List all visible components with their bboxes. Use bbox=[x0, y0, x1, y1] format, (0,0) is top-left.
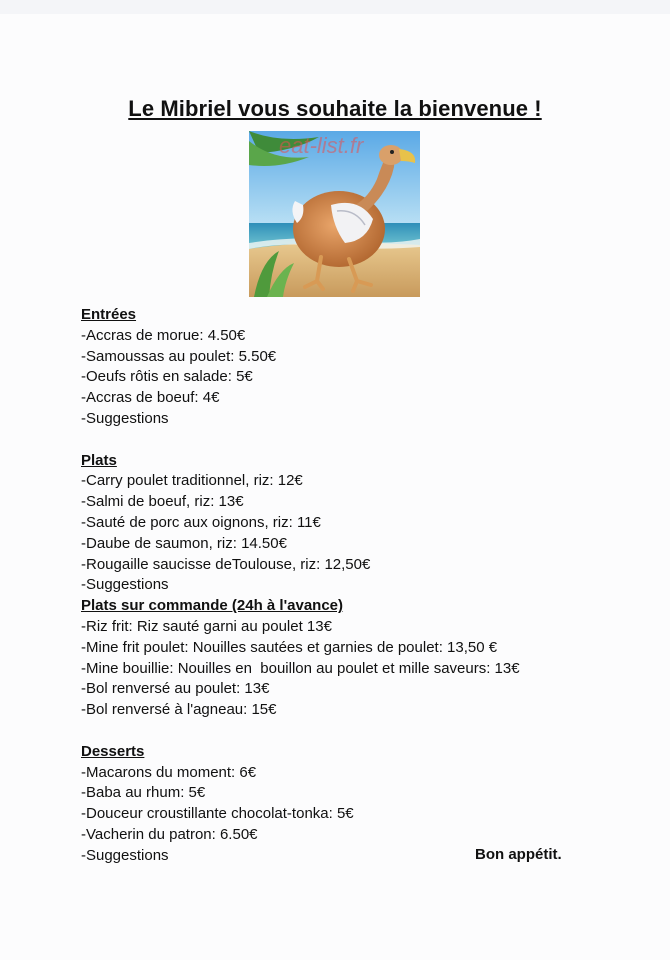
menu-item: -Mine bouillie: Nouilles en bouillon au poulet et mille saveurs: 13€ bbox=[81, 659, 520, 677]
menu-item: -Carry poulet traditionnel, riz: 12€ bbox=[81, 472, 303, 490]
watermark-text: eat-list.fr bbox=[279, 133, 364, 158]
section-spacer bbox=[81, 721, 581, 742]
menu-item: -Bol renversé à l'agneau: 15€ bbox=[81, 701, 277, 719]
section-heading-plats-commande: Plats sur commande (24h à l'avance) bbox=[81, 597, 344, 615]
menu-item: -Macarons du moment: 6€ bbox=[81, 763, 257, 781]
menu-item: -Samoussas au poulet: 5.50€ bbox=[81, 347, 277, 365]
section-spacer bbox=[81, 430, 581, 451]
menu-item: -Suggestions bbox=[81, 576, 169, 594]
menu-item: -Riz frit: Riz sauté garni au poulet 13€ bbox=[81, 617, 332, 635]
closing-text: Bon appétit. bbox=[475, 846, 562, 863]
section-heading-desserts: Desserts bbox=[81, 742, 145, 760]
menu-item: -Baba au rhum: 5€ bbox=[81, 784, 206, 802]
menu-item: -Rougaille saucisse deToulouse, riz: 12,50€ bbox=[81, 555, 371, 573]
menu-list bbox=[81, 305, 581, 867]
menu-item: -Accras de boeuf: 4€ bbox=[81, 389, 220, 407]
menu-item: -Mine frit poulet: Nouilles sautées et garnies de poulet: 13,50 € bbox=[81, 638, 498, 656]
menu-item: -Daube de saumon, riz: 14.50€ bbox=[81, 534, 287, 552]
dodo-picture bbox=[249, 131, 420, 297]
menu-item: -Salmi de boeuf, riz: 13€ bbox=[81, 493, 244, 511]
menu-item: -Douceur croustillante chocolat-tonka: 5€ bbox=[81, 805, 354, 823]
menu-item: -Vacherin du patron: 6.50€ bbox=[81, 825, 258, 843]
menu-item: -Suggestions bbox=[81, 409, 169, 427]
menu-item: -Accras de morue: 4.50€ bbox=[81, 326, 246, 344]
section-heading-entrees: Entrées bbox=[81, 306, 137, 323]
menu-item: -Oeufs rôtis en salade: 5€ bbox=[81, 368, 253, 386]
section-heading-plats: Plats bbox=[81, 451, 117, 469]
page-title: Le Mibriel vous souhaite la bienvenue ! bbox=[128, 96, 542, 121]
menu-item: -Sauté de porc aux oignons, riz: 11€ bbox=[81, 513, 321, 531]
menu-item: -Bol renversé au poulet: 13€ bbox=[81, 680, 270, 698]
menu-item: -Suggestions bbox=[81, 846, 169, 864]
